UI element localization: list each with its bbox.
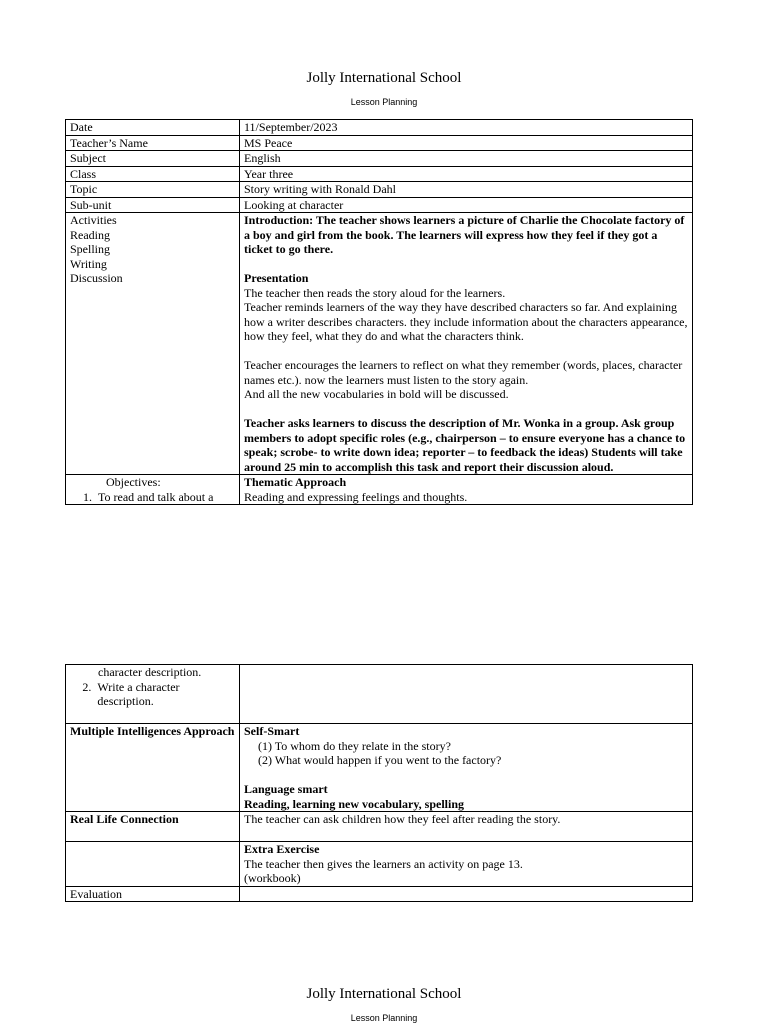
row-value: Year three	[240, 166, 693, 182]
question-1: (1) To whom do they relate in the story?	[258, 738, 451, 753]
reading-label: Reading	[70, 227, 110, 242]
extra-exercise-note: (workbook)	[244, 871, 301, 885]
thematic-heading: Thematic Approach	[244, 475, 347, 489]
evaluation-label: Evaluation	[66, 886, 240, 902]
objectives-row	[66, 475, 693, 505]
row-label: Topic	[66, 182, 240, 198]
thematic-cell	[240, 475, 693, 505]
extra-exercise-heading: Extra Exercise	[244, 842, 320, 856]
row-value: Looking at character	[240, 197, 693, 213]
objective-number: 2.	[82, 679, 92, 694]
objective-text: Write a character description.	[97, 679, 180, 708]
table-row	[66, 197, 693, 213]
real-life-text: The teacher can ask children how they feel after reading the story.	[240, 812, 693, 842]
question-2: (2) What would happen if you went to the factory?	[258, 753, 502, 767]
evaluation-row	[66, 886, 693, 902]
row-value: 11/September/2023	[240, 120, 693, 136]
writing-label: Writing	[70, 256, 107, 271]
objectives-label: Objectives:	[106, 475, 161, 489]
objectives-continued-row	[66, 665, 693, 724]
row-value: English	[240, 151, 693, 167]
objectives-continued-cell	[66, 665, 240, 724]
presentation-text-4: And all the new vocabularies in bold will be discussed.	[244, 387, 509, 401]
table-row	[66, 151, 693, 167]
table-row	[66, 182, 693, 198]
empty-cell	[240, 665, 693, 724]
school-name: Jolly International School	[306, 70, 462, 86]
document-subtitle: Lesson Planning	[350, 97, 418, 107]
presentation-text-1: The teacher then reads the story aloud for the learners.	[244, 285, 506, 300]
row-label: Teacher’s Name	[66, 135, 240, 151]
row-label: Date	[66, 120, 240, 136]
presentation-heading: Presentation	[244, 271, 309, 285]
table-row	[66, 135, 693, 151]
presentation-text-2: Teacher reminds learners of the way they have described characters so far. And explaining how a writer describes characters. they include information about the characters appearance, how they feel, what they do and what the characters think.	[244, 300, 688, 343]
row-value: MS Peace	[240, 135, 693, 151]
activities-content	[240, 213, 693, 475]
objective-item-1-continued	[70, 665, 235, 680]
row-label: Sub-unit	[66, 197, 240, 213]
row-label: Class	[66, 166, 240, 182]
row-value: Story writing with Ronald Dahl	[240, 182, 693, 198]
activities-labels	[66, 213, 240, 475]
presentation-text-3: Teacher encourages the learners to reflect on what they remember (words, places, character names etc.). now the learners must listen to the story again.	[244, 358, 683, 387]
lesson-plan-table-continued	[65, 664, 693, 902]
extra-exercise-text: The teacher then gives the learners an activity on page 13.	[244, 856, 523, 871]
table-row	[66, 166, 693, 182]
empty-cell	[66, 842, 240, 887]
objective-item-1	[70, 490, 235, 505]
self-smart-heading: Self-Smart	[244, 724, 300, 738]
objective-text: To read and talk about a	[98, 489, 214, 504]
row-label: Subject	[66, 151, 240, 167]
activities-row	[66, 213, 693, 475]
mi-row	[66, 724, 693, 812]
language-smart-heading: Language smart	[244, 782, 328, 796]
objective-text: character description.	[98, 665, 202, 679]
thematic-text: Reading and expressing feelings and thoughts.	[244, 489, 468, 504]
objective-number: 1.	[83, 489, 92, 504]
activities-label: Activities	[70, 213, 117, 227]
extra-exercise-content	[240, 842, 693, 887]
discussion-label: Discussion	[70, 271, 123, 285]
real-life-row	[66, 812, 693, 842]
real-life-label: Real Life Connection	[66, 812, 240, 842]
school-name-page3: Jolly International School	[306, 986, 462, 1002]
extra-exercise-row	[66, 842, 693, 887]
table-row	[66, 120, 693, 136]
introduction-text: Introduction: The teacher shows learners a picture of Charlie the Chocolate factory of a boy and girl from the book. The learners will express how they feel if they got a ticket to go there.	[244, 213, 685, 256]
mi-label: Multiple Intelligences Approach	[66, 724, 240, 812]
spelling-label: Spelling	[70, 242, 111, 256]
lesson-plan-table	[65, 119, 693, 505]
mi-content	[240, 724, 693, 812]
document-subtitle-page3: Lesson Planning	[350, 1013, 418, 1023]
evaluation-content	[240, 886, 693, 902]
language-smart-detail: Reading, learning new vocabulary, spelling	[244, 796, 465, 811]
objective-item-2	[70, 680, 235, 709]
group-task-text: Teacher asks learners to discuss the description of Mr. Wonka in a group. Ask group members to adopt specific roles (e.g., chairperson – to ensure everyone has a chance to speak; scrobe- to write down idea; reporter – to feedback the ideas) Students will take around 25 min to accomplish this task and report their discussion aloud.	[244, 416, 686, 474]
objectives-cell	[66, 475, 240, 505]
